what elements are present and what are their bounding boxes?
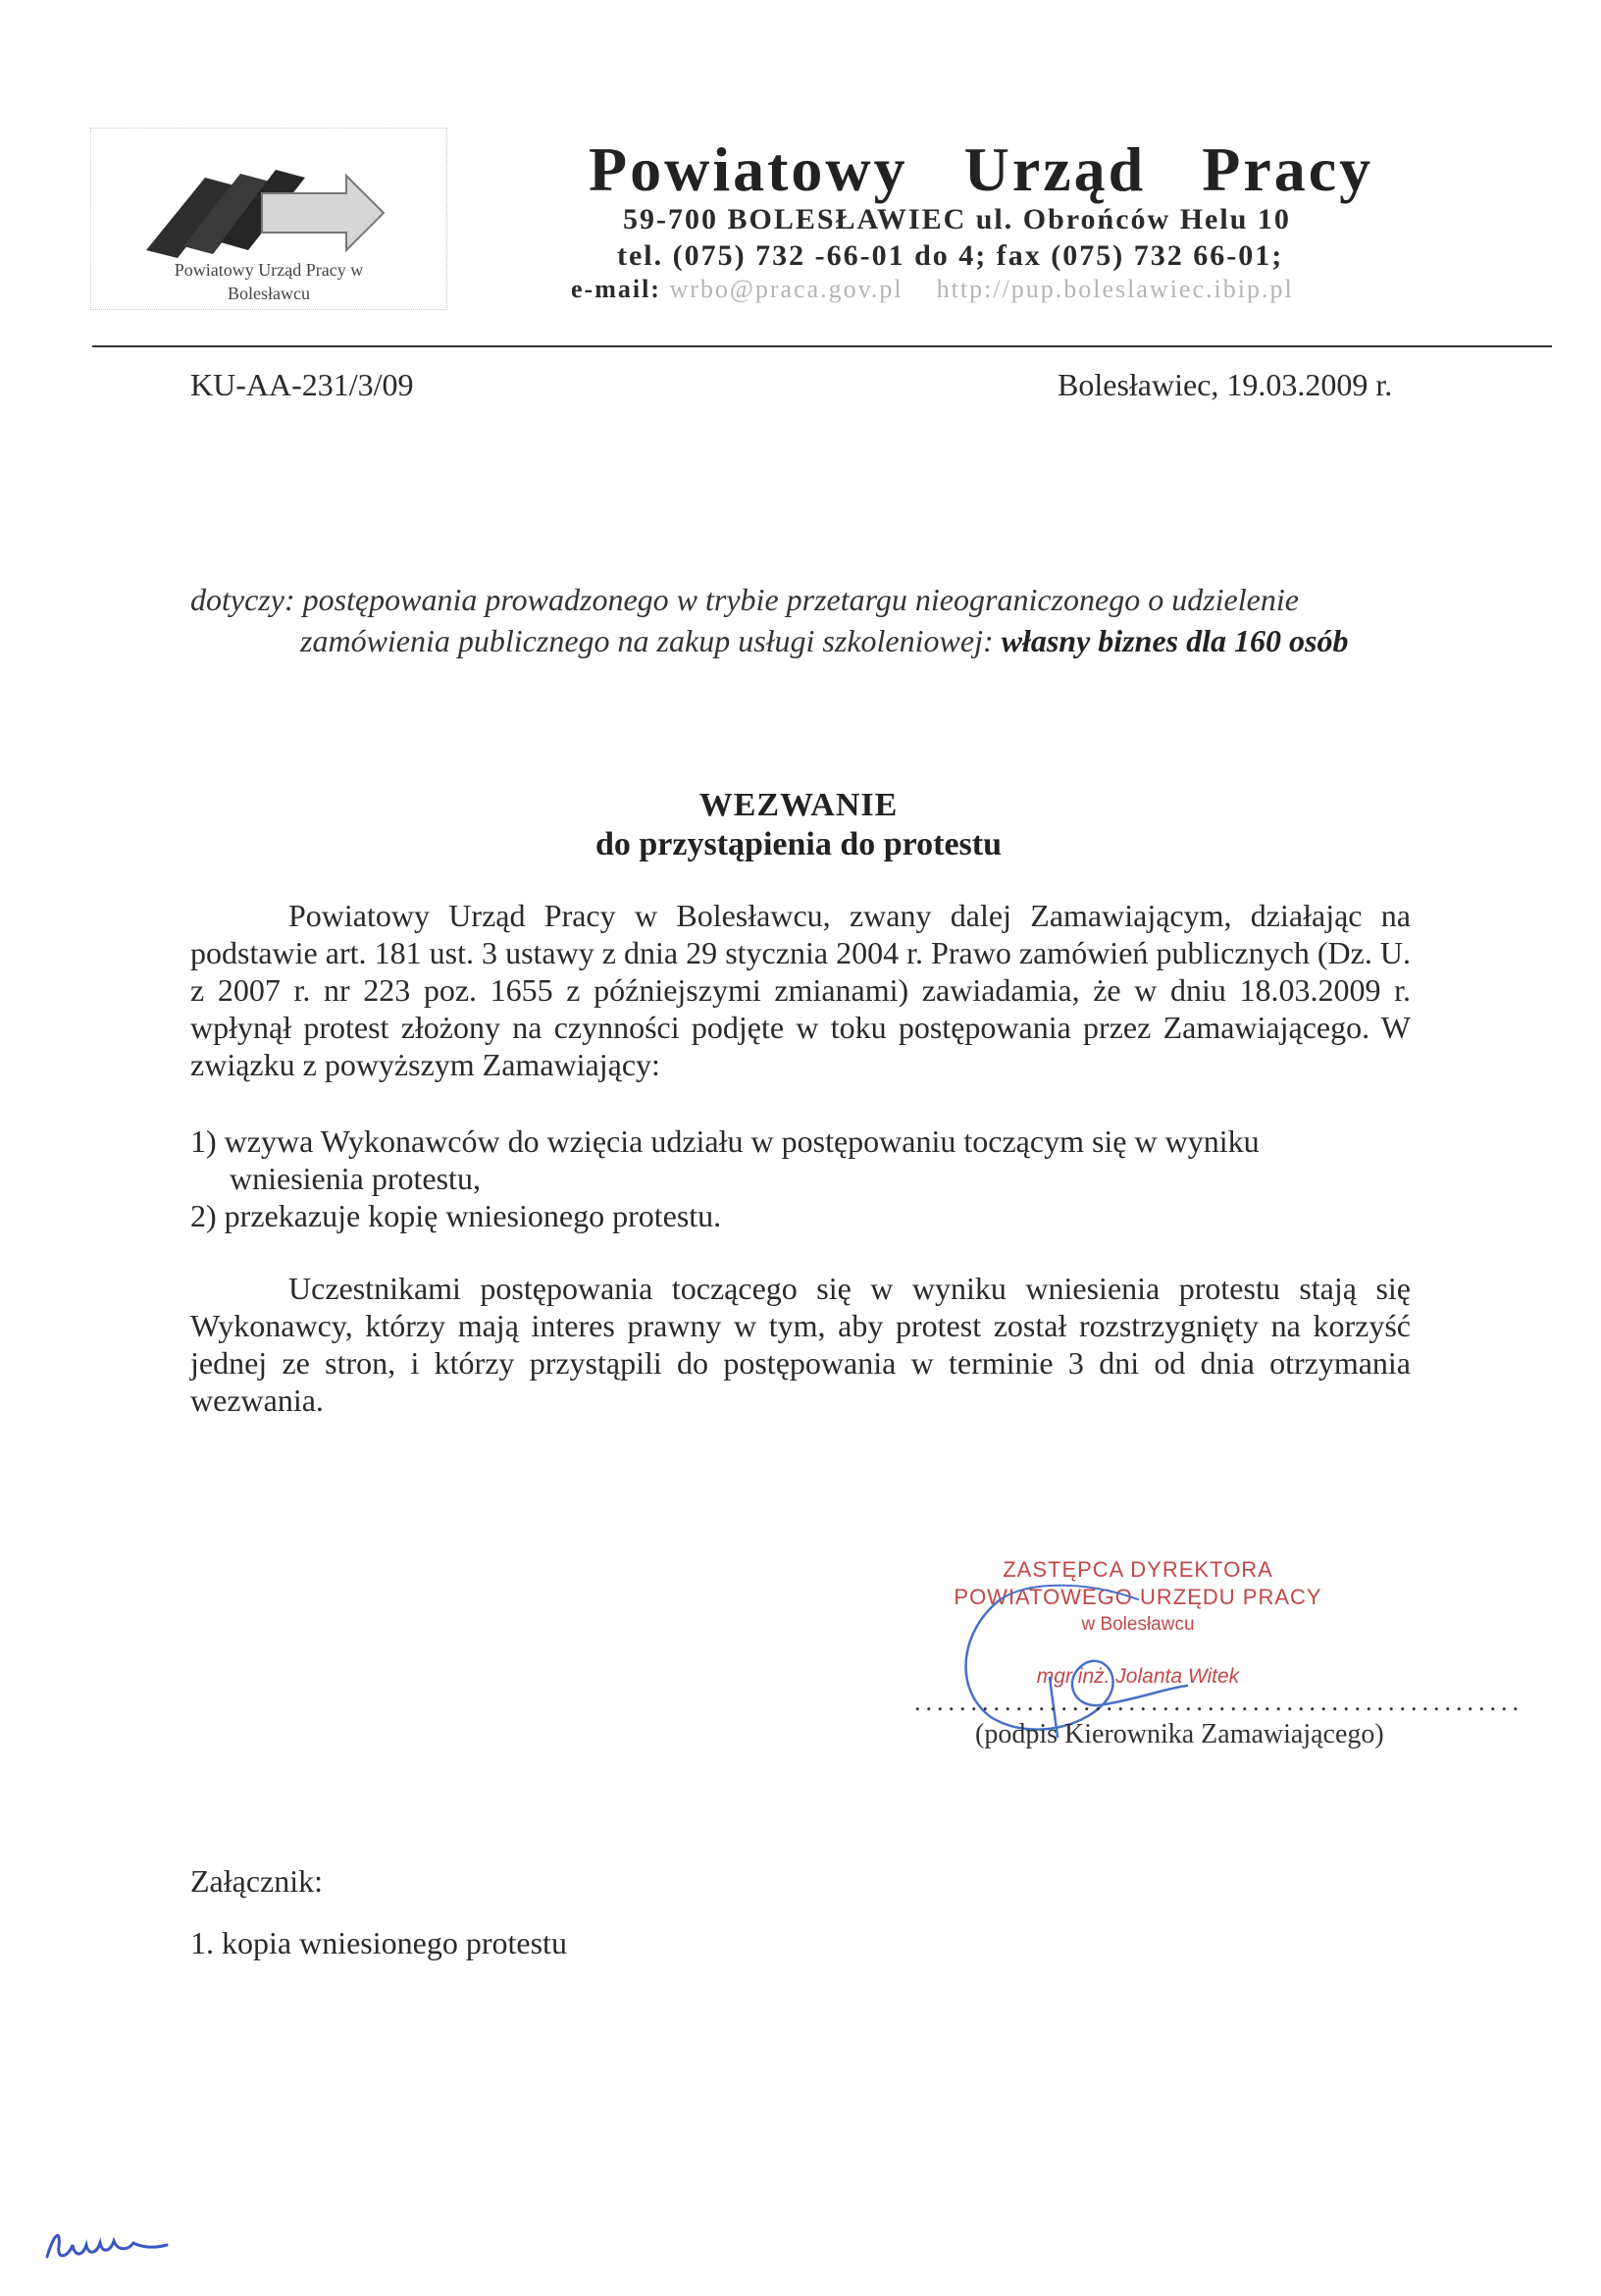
list-item	[190, 1122, 1411, 1197]
attachment-item: 1. kopia wniesionego protestu	[190, 1925, 567, 1960]
signature-line: ......................................................	[914, 1688, 1524, 1716]
handwritten-initials	[39, 2218, 177, 2267]
logo	[90, 128, 447, 310]
signature-caption: (podpis Kierownika Zamawiającego)	[975, 1719, 1384, 1749]
stamp-signer: mgr inż. Jolanta Witek	[1036, 1665, 1240, 1688]
reference-number: KU-AA-231/3/09	[190, 367, 414, 402]
contact-line	[571, 275, 1294, 304]
list-item-text: wzywa Wykonawców do wzięcia udziału w postępowaniu toczącym się w wyniku	[224, 1123, 1260, 1159]
stamp-line3: w Bolesławcu	[1081, 1614, 1195, 1635]
email-link[interactable]: wrbo@praca.gov.pl	[669, 275, 904, 303]
list-item-continuation: wniesienia protestu,	[230, 1161, 481, 1196]
subject-line2: zamówienia publicznego na zakup usługi szkoleniowej:	[300, 623, 994, 658]
document-title: WEZWANIE	[698, 787, 899, 823]
paragraph-1-indent	[190, 898, 288, 933]
stamp-line2: POWIATOWEGO URZĘDU PRACY	[954, 1585, 1322, 1609]
subject-line2-wrap	[190, 620, 1387, 661]
list-item-number: 1)	[190, 1123, 217, 1159]
website-link[interactable]: http://pup.boleslawiec.ibip.pl	[936, 275, 1294, 303]
paragraph-1	[190, 897, 1411, 1083]
paragraph-1-text: Powiatowy Urząd Pracy w Bolesławcu, zwany dalej Zamawiającym, działając na podstawie art. 181 ust. 3 ustawy z dnia 29 stycznia 2004 r. Prawo zamówień publicznych (Dz. U. z 2007 r. nr 223 poz. 1655 z późniejszymi zmianami) zawiadamia, że w dniu 18.03.2009 r. wpłynął protest złożony na czynności podjęte w toku postępowania przez Zamawiającego. W związku z powyższym Zamawiający:	[190, 898, 1411, 1082]
email-label: e-mail:	[571, 275, 661, 303]
subject	[190, 579, 1387, 661]
subject-label: dotyczy:	[190, 582, 295, 617]
attachment-label: Załącznik:	[190, 1863, 324, 1899]
list-item-number: 2)	[190, 1198, 217, 1233]
document-subtitle: do przystąpienia do protestu	[594, 826, 1003, 862]
list-item	[190, 1197, 1411, 1234]
paragraph-2-indent	[190, 1271, 288, 1306]
place-date: Bolesławiec, 19.03.2009 r.	[1058, 367, 1393, 402]
paragraph-2	[190, 1270, 1411, 1419]
logo-graphic	[127, 152, 421, 260]
logo-caption-line1: Powiatowy Urząd Pracy w	[174, 260, 364, 280]
address: 59-700 BOLESŁAWIEC ul. Obrońców Helu 10	[623, 203, 1291, 235]
paragraph-2-text: Uczestnikami postępowania toczącego się w wyniku wniesienia protestu stają się Wykonawcy, którzy mają interes prawny w tym, aby protest został rozstrzygnięty na korzyść jednej ze stron, i którzy przystąpili do postępowania w terminie 3 dni od dnia otrzymania wezwania.	[190, 1271, 1411, 1418]
header-divider	[92, 345, 1552, 347]
organization-name: Powiatowy Urząd Pracy	[589, 134, 1374, 204]
stamp-line1: ZASTĘPCA DYREKTORA	[1003, 1557, 1273, 1582]
subject-line1: postępowania prowadzonego w trybie przetargu nieograniczonego o udzielenie	[302, 582, 1299, 617]
phone-fax: tel. (075) 732 -66-01 do 4; fax (075) 732 66-01;	[617, 239, 1284, 272]
logo-caption-line2: Bolesławcu	[228, 284, 310, 303]
list-item-text: przekazuje kopię wniesionego protestu.	[224, 1198, 722, 1233]
subject-emphasis: własny biznes dla 160 osób	[1001, 623, 1349, 658]
